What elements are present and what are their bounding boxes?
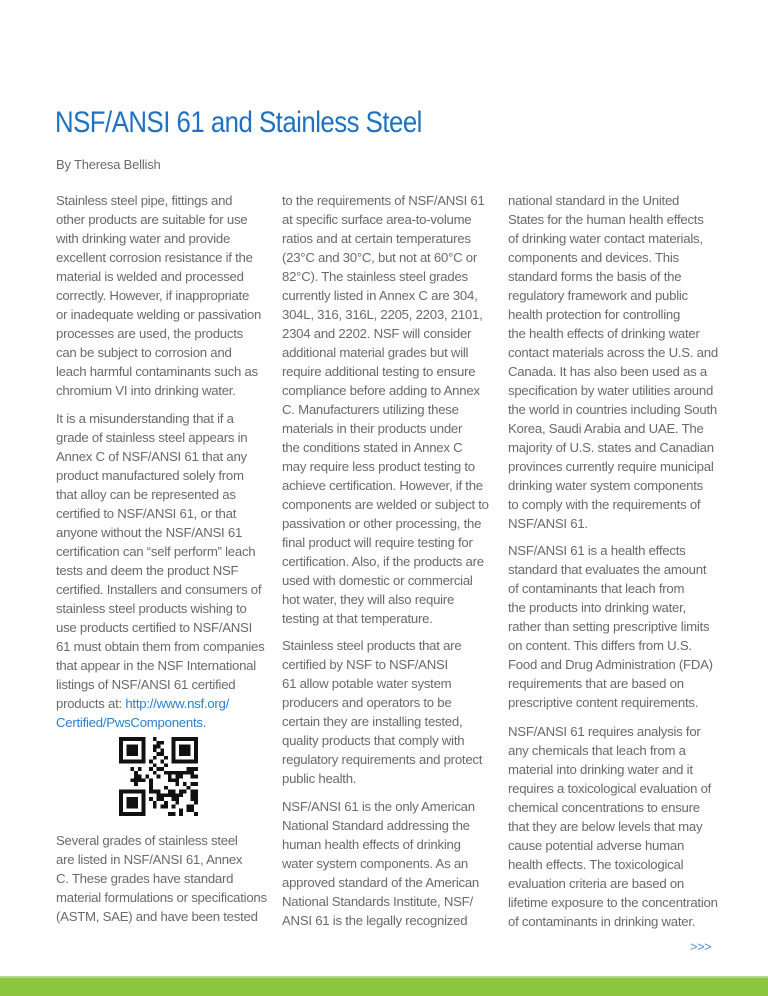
- text-line: cause potential adverse human: [508, 838, 685, 853]
- text-line: of contaminants in drinking water.: [508, 914, 696, 929]
- text-line: NSF/ANSI 61 is the only American: [282, 799, 475, 814]
- text-line: 82°C). The stainless steel grades: [282, 269, 468, 284]
- text-line: provinces currently require municipal: [508, 459, 714, 474]
- text-line: certified. Installers and consumers of: [56, 582, 262, 597]
- text-line: to the requirements of NSF/ANSI 61: [282, 193, 485, 208]
- text-line: standard forms the basis of the: [508, 269, 682, 284]
- paragraph: [56, 831, 271, 926]
- article-title: NSF/ANSI 61 and Stainless Steel: [55, 106, 422, 139]
- text-line: achieve certification. However, if the: [282, 478, 483, 493]
- text-line: NSF/ANSI 61 is a health effects: [508, 543, 686, 558]
- text-line: the conditions stated in Annex C: [282, 440, 463, 455]
- text-line: the health effects of drinking water: [508, 326, 700, 341]
- paragraph: [508, 722, 723, 931]
- text-line: approved standard of the American: [282, 875, 480, 890]
- qr-code-icon[interactable]: [119, 737, 198, 816]
- text-line: at specific surface area-to-volume: [282, 212, 472, 227]
- text-line: ANSI 61 is the legally recognized: [282, 913, 468, 928]
- text-line: may require less product testing to: [282, 459, 475, 474]
- text-line: specification by water utilities around: [508, 383, 714, 398]
- text-line: excellent corrosion resistance if the: [56, 250, 253, 265]
- text-line: national standard in the United: [508, 193, 680, 208]
- text-line: or inadequate welding or passivation: [56, 307, 262, 322]
- byline: By Theresa Bellish: [56, 157, 161, 172]
- text-line: NSF/ANSI 61.: [508, 516, 588, 531]
- text-line: (23°C and 30°C, but not at 60°C or: [282, 250, 477, 265]
- text-line: the world in countries including South: [508, 402, 717, 417]
- text-line: It is a misunderstanding that if a: [56, 411, 234, 426]
- text-line: 2304 and 2202. NSF will consider: [282, 326, 472, 341]
- continue-marker[interactable]: >>>: [690, 939, 712, 954]
- paragraph: [282, 636, 497, 788]
- text-line: are listed in NSF/ANSI 61, Annex: [56, 852, 243, 867]
- text-line: Stainless steel pipe, fittings and: [56, 193, 233, 208]
- text-line: health protection for controlling: [508, 307, 681, 322]
- text-line: final product will require testing for: [282, 535, 473, 550]
- text-line: majority of U.S. states and Canadian: [508, 440, 714, 455]
- text-line: lifetime exposure to the concentration: [508, 895, 718, 910]
- text-line: Canada. It has also been used as a: [508, 364, 707, 379]
- text-line: requires a toxicological evaluation of: [508, 781, 712, 796]
- text-line: listings of NSF/ANSI 61 certified: [56, 677, 236, 692]
- text-line: processes are used, the products: [56, 326, 243, 341]
- text-line: regulatory framework and public: [508, 288, 688, 303]
- text-line: 61 allow potable water system: [282, 676, 452, 691]
- text-line: on content. This differs from U.S.: [508, 638, 692, 653]
- text-line: material into drinking water and it: [508, 762, 693, 777]
- text-line: leach harmful contaminants such as: [56, 364, 258, 379]
- text-line: components are welded or subject to: [282, 497, 489, 512]
- text-line: Korea, Saudi Arabia and UAE. The: [508, 421, 704, 436]
- paragraph: [56, 409, 271, 732]
- text-line: certified by NSF to NSF/ANSI: [282, 657, 448, 672]
- text-line: producers and operators to be: [282, 695, 452, 710]
- text-line: ratios and at certain temperatures: [282, 231, 471, 246]
- text-line: product manufactured solely from: [56, 468, 244, 483]
- text-line: use products certified to NSF/ANSI: [56, 620, 252, 635]
- text-line: with drinking water and provide: [56, 231, 231, 246]
- text-line: Food and Drug Administration (FDA): [508, 657, 713, 672]
- text-line: National Standard addressing the: [282, 818, 470, 833]
- text-line: C. These grades have standard: [56, 871, 234, 886]
- text-line: that alloy can be represented as: [56, 487, 236, 502]
- text-line: certified to NSF/ANSI 61, or that: [56, 506, 237, 521]
- paragraph: [282, 191, 497, 628]
- text-line: drinking water system components: [508, 478, 704, 493]
- text-line: quality products that comply with: [282, 733, 465, 748]
- text-line: anyone without the NSF/ANSI 61: [56, 525, 243, 540]
- paragraph: [282, 797, 497, 930]
- text-line: compliance before adding to Annex: [282, 383, 480, 398]
- text-line: testing at that temperature.: [282, 611, 433, 626]
- text-line: standard that evaluates the amount: [508, 562, 707, 577]
- text-line: health effects. The toxicological: [508, 857, 684, 872]
- text-line: other products are suitable for use: [56, 212, 248, 227]
- text-line: Stainless steel products that are: [282, 638, 462, 653]
- text-line: certain they are installing tested,: [282, 714, 463, 729]
- text-line: to comply with the requirements of: [508, 497, 701, 512]
- paragraph: [508, 541, 723, 712]
- text-line: correctly. However, if inappropriate: [56, 288, 250, 303]
- text-line: [56, 694, 271, 713]
- paragraph: [56, 191, 271, 400]
- text-line: grade of stainless steel appears in: [56, 430, 248, 445]
- text-line: States for the human health effects: [508, 212, 704, 227]
- text-line: materials in their products under: [282, 421, 463, 436]
- text-line: contact materials across the U.S. and: [508, 345, 718, 360]
- text-line: chromium VI into drinking water.: [56, 383, 236, 398]
- text-line: 61 must obtain them from companies: [56, 639, 265, 654]
- text-line: material is welded and processed: [56, 269, 244, 284]
- text-line: public health.: [282, 771, 357, 786]
- text-line: National Standards Institute, NSF/: [282, 894, 473, 909]
- text-line: stainless steel products wishing to: [56, 601, 247, 616]
- text-line: require additional testing to ensure: [282, 364, 476, 379]
- text-line: prescriptive content requirements.: [508, 695, 699, 710]
- text-line: rather than setting prescriptive limits: [508, 619, 710, 634]
- link-prefix: products at:: [56, 696, 126, 711]
- text-line: C. Manufacturers utilizing these: [282, 402, 459, 417]
- text-line: any chemicals that leach from a: [508, 743, 686, 758]
- text-line: Several grades of stainless steel: [56, 833, 238, 848]
- text-line: requirements that are based on: [508, 676, 684, 691]
- text-line: can be subject to corrosion and: [56, 345, 232, 360]
- text-line: material formulations or specifications: [56, 890, 267, 905]
- text-line: (ASTM, SAE) and have been tested: [56, 909, 258, 924]
- footer-bar: [0, 976, 768, 996]
- text-line: tests and deem the product NSF: [56, 563, 239, 578]
- text-line: that they are below levels that may: [508, 819, 703, 834]
- text-line: water system components. As an: [282, 856, 469, 871]
- text-line: used with domestic or commercial: [282, 573, 473, 588]
- text-line: components and devices. This: [508, 250, 679, 265]
- text-line: certification can “self perform” leach: [56, 544, 256, 559]
- text-line: currently listed in Annex C are 304,: [282, 288, 478, 303]
- text-line: of contaminants that leach from: [508, 581, 685, 596]
- text-line: that appear in the NSF International: [56, 658, 256, 673]
- text-line: evaluation criteria are based on: [508, 876, 685, 891]
- nsf-listings-link-continued[interactable]: Certified/PwsComponents.: [56, 715, 207, 730]
- text-line: certification. Also, if the products are: [282, 554, 484, 569]
- text-line: passivation or other processing, the: [282, 516, 482, 531]
- text-line: additional material grades but will: [282, 345, 469, 360]
- text-line: Annex C of NSF/ANSI 61 that any: [56, 449, 247, 464]
- text-line: the products into drinking water,: [508, 600, 686, 615]
- text-line: of drinking water contact materials,: [508, 231, 703, 246]
- text-line: regulatory requirements and protect: [282, 752, 483, 767]
- nsf-listings-link[interactable]: http://www.nsf.org/: [125, 696, 230, 711]
- text-line: chemical concentrations to ensure: [508, 800, 700, 815]
- text-line: human health effects of drinking: [282, 837, 461, 852]
- text-line: 304L, 316, 316L, 2205, 2203, 2101,: [282, 307, 483, 322]
- text-line: hot water, they will also require: [282, 592, 455, 607]
- paragraph: [508, 191, 723, 533]
- text-line: NSF/ANSI 61 requires analysis for: [508, 724, 701, 739]
